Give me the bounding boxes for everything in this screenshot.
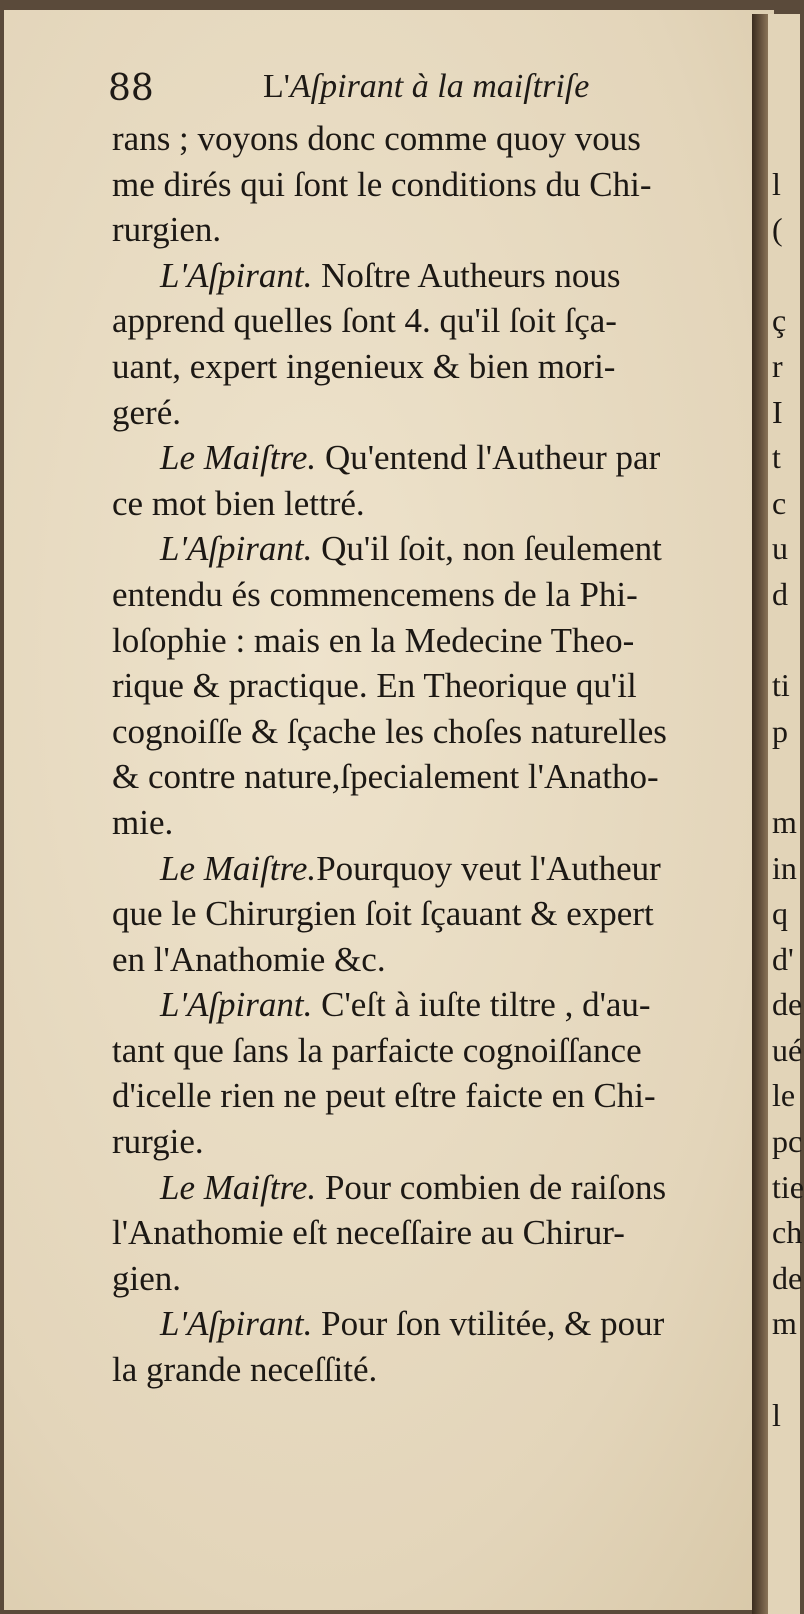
book-gutter [752,14,768,1614]
speaker-label: Le Maiſtre. [160,1167,317,1207]
text-line [112,937,740,983]
line-text: geré. [112,392,181,432]
facing-fragment [772,1347,800,1393]
facing-fragment: t [772,439,781,476]
line-text: ce mot bien lettré. [112,483,365,523]
facing-fragment: l [772,1396,781,1433]
line-text: rique & practique. En Theorique qu'il [112,666,637,706]
text-line [112,846,740,892]
line-text: Noſtre Autheurs nous [312,255,621,295]
facing-fragment: m [772,1305,797,1342]
line-text: me dirés qui ſont le conditions du Chi- [112,164,652,204]
line-text: l'Anathomie eſt neceſſaire au Chirur- [112,1213,625,1253]
facing-fragment: ç [772,302,787,339]
line-text: mie. [112,802,174,842]
facing-fragment: le [772,1077,796,1114]
facing-fragment [772,618,800,664]
text-line [112,754,740,800]
facing-fragment: in [772,849,797,886]
line-text: apprend quelles ſont 4. qu'il ſoit ſça- [112,301,617,341]
text-line [112,1028,740,1074]
text-line [112,618,740,664]
facing-fragment: de [772,986,803,1023]
line-text: C'eſt à iuſte tiltre , d'au- [312,985,651,1025]
facing-fragment: l [772,165,781,202]
facing-fragment: ch [772,1214,803,1251]
facing-fragment [772,754,800,800]
body-text [112,116,740,1393]
facing-fragment: m [772,803,797,840]
facing-fragment: c [772,484,787,521]
facing-fragment: ( [772,211,783,248]
facing-page-text-fragments [772,116,804,1438]
line-text: en l'Anathomie &c. [112,939,386,979]
line-text: rurgie. [112,1122,204,1162]
running-title [263,68,589,106]
text-line [112,709,740,755]
line-text: Pourquoy veut l'Autheur [316,848,661,888]
speaker-label: L'Aſpirant. [160,255,313,295]
speaker-label: L'Aſpirant. [160,985,313,1025]
line-text: tant que ſans la parfaicte cognoiſſance [112,1030,642,1070]
text-line [112,1073,740,1119]
facing-fragment: ti [772,667,790,704]
text-line [112,116,740,162]
facing-fragment: pc [772,1123,803,1160]
line-text: rans ; voyons donc comme quoy vous [112,119,641,158]
line-text: Pour ſon vtilitée, & pour [312,1304,665,1344]
running-title-prefix: L' [263,68,290,105]
line-text: la grande neceſſité. [112,1350,378,1390]
text-line [112,982,740,1028]
page-number: 88 [108,68,154,109]
text-line [112,891,740,937]
facing-fragment: d [772,575,788,612]
line-text: loſophie : mais en la Medecine Theo- [112,620,635,660]
text-line [112,481,740,527]
text-line [112,1119,740,1165]
text-line [112,1347,740,1393]
line-text: rurgien. [112,210,222,250]
facing-fragment: r [772,347,783,384]
page-header [108,68,738,118]
line-text: que le Chirurgien ſoit ſçauant & expert [112,894,654,934]
text-line [112,207,740,253]
line-text: d'icelle rien ne peut eſtre faicte en Chi- [112,1076,656,1116]
text-line [112,162,740,208]
text-line [112,572,740,618]
facing-fragment: ué [772,1031,803,1068]
text-line [112,435,740,481]
line-text: & contre nature,ſpecialement l'Anatho- [112,757,659,797]
text-line [112,526,740,572]
line-text: entendu és commencemens de la Phi- [112,574,638,614]
facing-fragment: d' [772,940,794,977]
text-line [112,663,740,709]
speaker-label: L'Aſpirant. [160,529,313,569]
text-line [112,344,740,390]
facing-fragment: I [772,393,783,430]
facing-fragment [772,116,800,162]
text-line [112,800,740,846]
text-line [112,1301,740,1347]
text-line [112,1165,740,1211]
speaker-label: L'Aſpirant. [160,1304,313,1344]
line-text: Qu'il ſoit, non ſeulement [312,529,662,569]
facing-fragment: p [772,712,788,749]
running-title-italic: Aſpirant à la maiſtriſe [289,68,590,105]
line-text: uant, expert ingenieux & bien mori- [112,346,616,386]
facing-fragment: u [772,530,788,567]
line-text: gien. [112,1258,182,1298]
text-line [112,390,740,436]
facing-fragment: tie [772,1168,804,1205]
text-line [112,1256,740,1302]
line-text: Qu'entend l'Autheur par [316,438,661,478]
text-line [112,1210,740,1256]
facing-fragment: q [772,895,788,932]
text-line [112,253,740,299]
speaker-label: Le Maiſtre. [160,848,317,888]
facing-fragment: de [772,1259,803,1296]
speaker-label: Le Maiſtre. [160,438,317,478]
line-text: Pour combien de raiſons [316,1167,667,1207]
line-text: cognoiſſe & ſçache les choſes naturelles [112,711,667,751]
text-line [112,298,740,344]
facing-fragment [772,253,800,299]
